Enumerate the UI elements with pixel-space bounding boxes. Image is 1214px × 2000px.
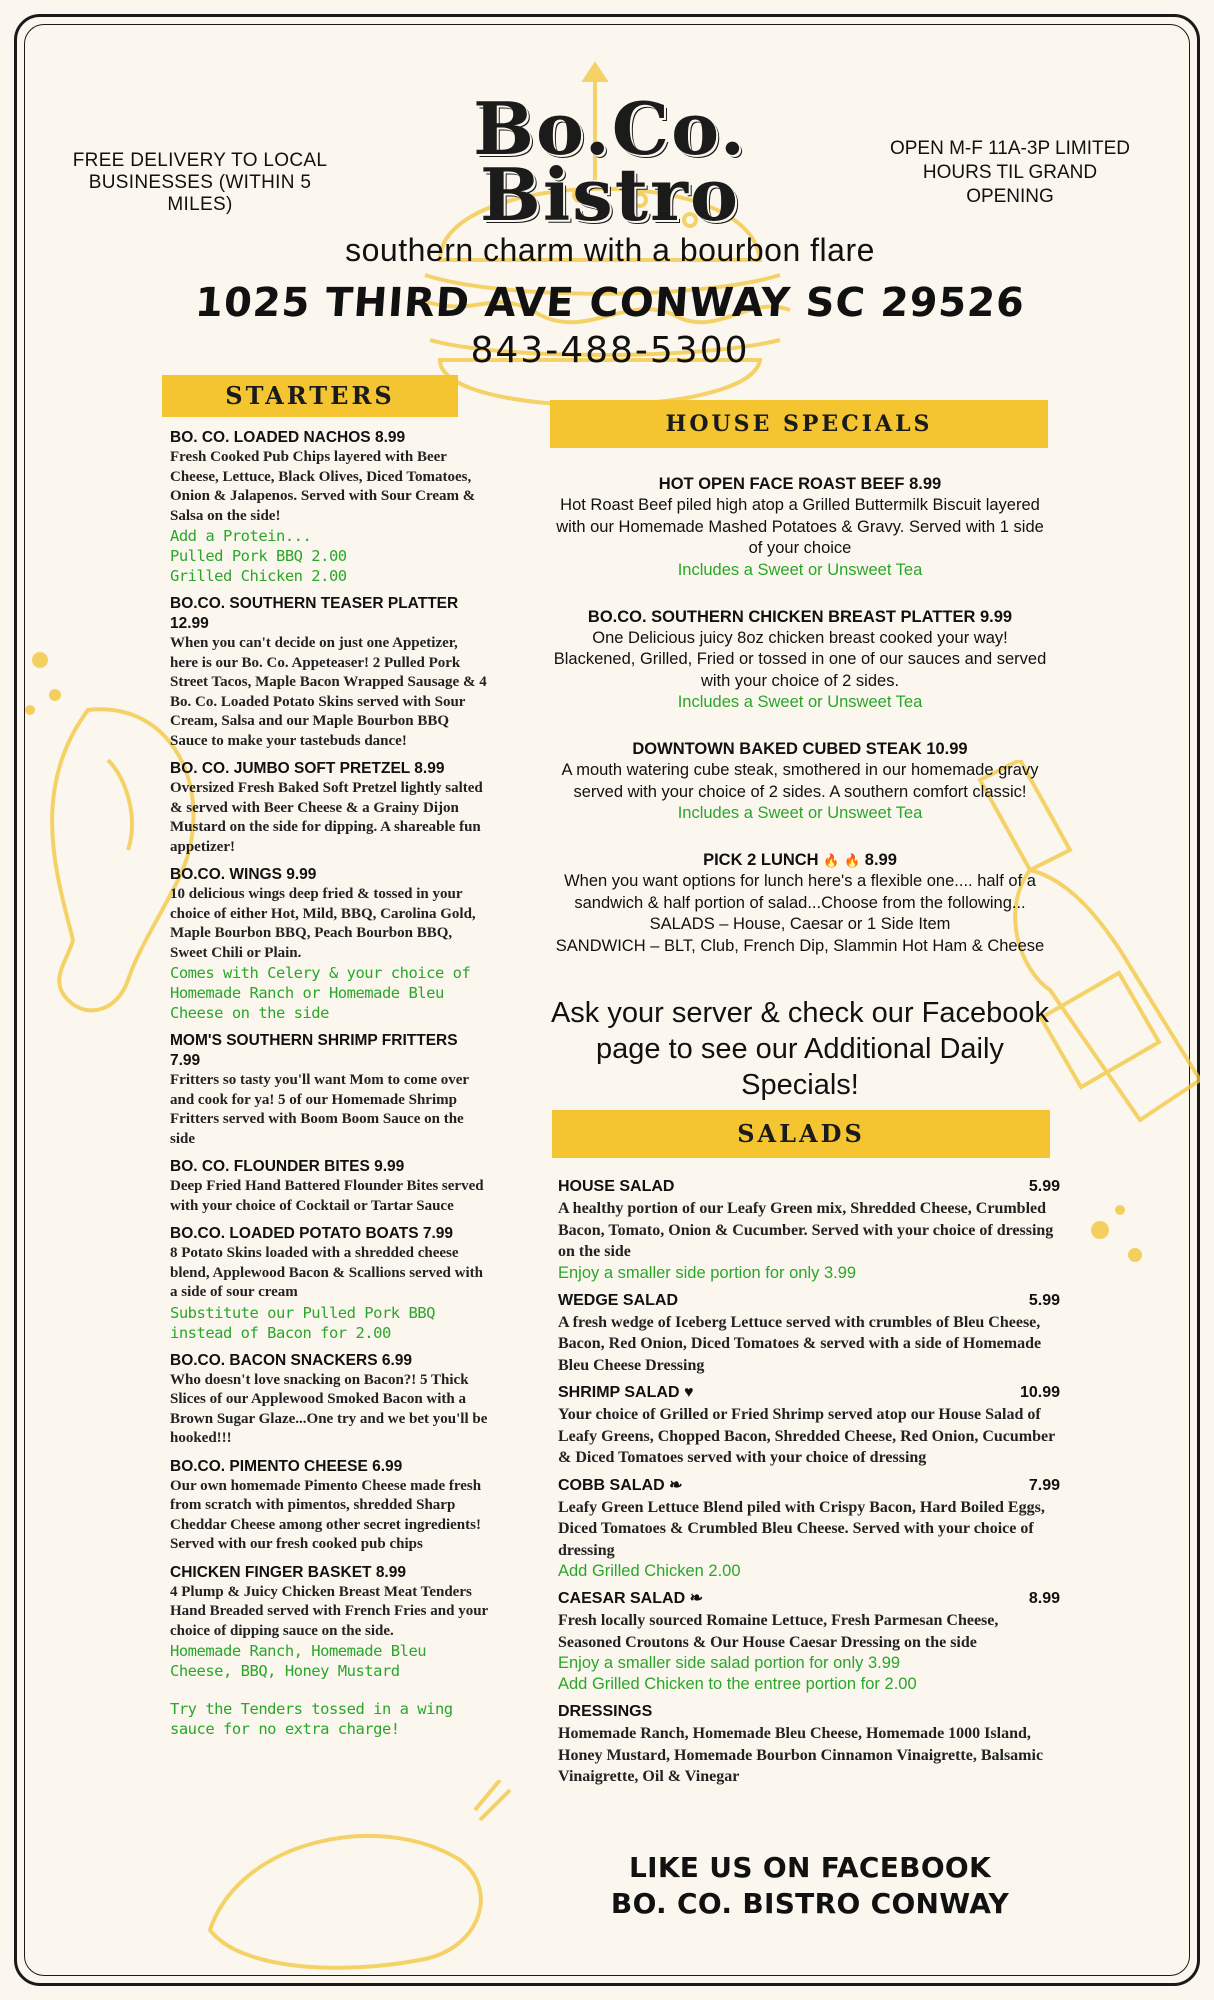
menu-item bbox=[170, 1157, 488, 1216]
item-title bbox=[550, 850, 1050, 871]
item-note: Pulled Pork BBQ 2.00 bbox=[170, 547, 347, 565]
brand-logo bbox=[300, 86, 920, 237]
item-description: Who doesn't love snacking on Bacon?! 5 Thick Slices of our Applewood Smoked Bacon with a Brown Sugar Glaze...One try and we bet you'll be hooked!!! bbox=[170, 1371, 488, 1446]
menu-item bbox=[550, 850, 1050, 957]
dressings bbox=[558, 1701, 1060, 1788]
menu-item bbox=[558, 1475, 1060, 1583]
item-price: 5.99 bbox=[1028, 1178, 1060, 1195]
item-header bbox=[558, 1701, 1060, 1723]
item-description: 4 Plump & Juicy Chicken Breast Meat Tenders Hand Breaded served with French Fries and your choice of dipping sauce on the side. bbox=[170, 1583, 488, 1639]
item-title: BO. CO. JUMBO SOFT PRETZEL 8.99 bbox=[170, 760, 445, 777]
item-name: CAESAR SALAD bbox=[558, 1590, 686, 1607]
item-description: A healthy portion of our Leafy Green mix, Shredded Cheese, Crumbled Bacon, Tomato, Onion & Cucumber. Served with your choice of dressing on the side bbox=[558, 1200, 1054, 1260]
item-title: BO. CO. LOADED NACHOS 8.99 bbox=[170, 429, 406, 446]
delivery-note: FREE DELIVERY TO LOCAL BUSINESSES (WITHIN 5 MILES) bbox=[72, 150, 328, 215]
item-description: When you can't decide on just one Appetizer, here is our Bo. Co. Appeteaser! 2 Pulled Pork Street Tacos, Maple Bacon Wrapped Sausage & 4 Bo. Co. Loaded Potato Skins served with Sour Cream, Salsa and our Maple Bourbon BBQ Sauce to make your tastebuds dance! bbox=[170, 635, 487, 749]
brand-line-1: Bo.Co. bbox=[473, 86, 747, 171]
leaf-icon: ❧ bbox=[689, 1590, 703, 1607]
item-name: WEDGE SALAD bbox=[558, 1291, 678, 1309]
item-description: SANDWICH – BLT, Club, French Dip, Slammin Hot Ham & Cheese bbox=[555, 936, 1045, 955]
item-price: 5.99 bbox=[1028, 1291, 1060, 1309]
item-description: 10 delicious wings deep fried & tossed in your choice of either Hot, Mild, BBQ, Carolina Gold, Maple Bourbon BBQ, Peach Bourbon BBQ, Sweet Chili or Plain. bbox=[170, 886, 476, 961]
item-title: DOWNTOWN BAKED CUBED STEAK 10.99 bbox=[632, 740, 968, 758]
item-price: 8.99 bbox=[1028, 1590, 1060, 1607]
hours-note: OPEN M-F 11A-3P LIMITED HOURS TIL GRAND OPENING bbox=[889, 138, 1130, 207]
item-title: BO.CO. PIMENTO CHEESE 6.99 bbox=[170, 1457, 403, 1475]
item-title: BO. CO. FLOUNDER BITES 9.99 bbox=[170, 1158, 405, 1175]
menu-item bbox=[170, 1563, 488, 1740]
item-note: Includes a Sweet or Unsweet Tea bbox=[677, 560, 923, 579]
item-name: DRESSINGS bbox=[558, 1703, 653, 1720]
item-price: 10.99 bbox=[1019, 1384, 1060, 1401]
menu-item bbox=[558, 1382, 1060, 1469]
item-description: Fresh Cooked Pub Chips layered with Beer Cheese, Lettuce, Black Olives, Diced Tomatoes, Onion & Jalapenos. Served with Sour Cream & Salsa on the side! bbox=[170, 449, 476, 524]
house-specials-heading: HOUSE SPECIALS bbox=[550, 400, 1048, 448]
item-description: Hot Roast Beef piled high atop a Grilled Buttermilk Biscuit layered with our Homemade Mashed Potatoes & Gravy. Served with 1 side of your choice bbox=[556, 496, 1044, 557]
item-description: Deep Fried Hand Battered Flounder Bites served with your choice of Cocktail or Tartar Sauce bbox=[170, 1178, 484, 1214]
heart-icon: ♥ bbox=[683, 1384, 694, 1401]
item-header bbox=[558, 1290, 1060, 1312]
house-specials-list bbox=[550, 474, 1050, 957]
menu-item bbox=[558, 1588, 1060, 1695]
item-note: Enjoy a smaller side salad portion for only 3.99 bbox=[558, 1654, 901, 1672]
menu-item bbox=[558, 1290, 1060, 1377]
item-description: When you want options for lunch here's a flexible one.... half of a sandwich & half portion of salad...Choose from the following... bbox=[564, 872, 1036, 912]
item-description: A mouth watering cube steak, smothered in our homemade gravy served with your choice of 2 sides. A southern comfort classic! bbox=[561, 761, 1039, 801]
menu-item bbox=[170, 1031, 488, 1149]
item-note: Add Grilled Chicken 2.00 bbox=[558, 1562, 741, 1580]
address: 1025 THIRD AVE CONWAY SC 29526 bbox=[193, 280, 1027, 326]
starters-list bbox=[170, 428, 488, 1747]
menu-item bbox=[170, 594, 488, 751]
menu-item bbox=[170, 1457, 488, 1555]
salads-heading: SALADS bbox=[552, 1110, 1050, 1158]
phone-number: 843-488-5300 bbox=[470, 330, 750, 371]
facebook-line-1: LIKE US ON FACEBOOK bbox=[628, 1851, 992, 1884]
item-note: Substitute our Pulled Pork BBQ instead of Bacon for 2.00 bbox=[170, 1303, 435, 1342]
item-description: Leafy Green Lettuce Blend piled with Crispy Bacon, Hard Boiled Eggs, Diced Tomatoes & Crumbled Bleu Cheese. Served with your choice of dressing bbox=[558, 1498, 1045, 1559]
item-note: Homemade Ranch, Homemade Bleu Cheese, BBQ, Honey Mustard bbox=[170, 1642, 427, 1680]
item-header bbox=[558, 1475, 1060, 1497]
item-description: Our own homemade Pimento Cheese made fresh from scratch with pimentos, shredded Sharp Cheddar Cheese among other secret ingredients! Served with our fresh cooked pub chips bbox=[170, 1477, 482, 1552]
item-price: 7.99 bbox=[1028, 1476, 1060, 1494]
item-title: BO.CO. WINGS 9.99 bbox=[170, 866, 317, 883]
item-description: 8 Potato Skins loaded with a shredded cheese blend, Applewood Bacon & Scallions served with a side of sour cream bbox=[170, 1245, 483, 1300]
daily-specials-note: Ask your server & check our Facebook page to see our Additional Daily Specials! bbox=[550, 997, 1050, 1101]
item-description: SALADS – House, Caesar or 1 Side Item bbox=[649, 915, 951, 933]
item-note: Includes a Sweet or Unsweet Tea bbox=[677, 693, 923, 711]
leaf-icon: ❧ bbox=[669, 1476, 683, 1494]
item-description: One Delicious juicy 8oz chicken breast cooked your way! Blackened, Grilled, Fried or tossed in one of our sauces and served with your choice of 2 sides. bbox=[553, 628, 1047, 690]
item-title: BO.CO. BACON SNACKERS 6.99 bbox=[170, 1351, 413, 1369]
item-description: Oversized Fresh Baked Soft Pretzel lightly salted & served with Beer Cheese & a Grainy Dijon Mustard on the side for dipping. A shareable fun appetizer! bbox=[170, 780, 483, 855]
item-note: Includes a Sweet or Unsweet Tea bbox=[677, 804, 923, 822]
item-price: 8.99 bbox=[864, 851, 897, 869]
menu-item bbox=[550, 474, 1050, 581]
menu-item bbox=[170, 1351, 488, 1449]
item-title: HOT OPEN FACE ROAST BEEF 8.99 bbox=[658, 475, 942, 493]
menu-item bbox=[550, 739, 1050, 824]
item-description: Fritters so tasty you'll want Mom to come over and cook for ya! 5 of our Homemade Shrimp Fritters served with Boom Boom Sauce on the side bbox=[170, 1072, 469, 1147]
menu-item bbox=[170, 428, 488, 586]
item-name: PICK 2 LUNCH bbox=[703, 851, 819, 869]
item-note: Enjoy a smaller side portion for only 3.99 bbox=[558, 1263, 857, 1282]
brand-line-2: Bistro bbox=[480, 152, 740, 237]
flame-icon: 🔥 bbox=[823, 853, 840, 868]
item-description: Homemade Ranch, Homemade Bleu Cheese, Homemade 1000 Island, Honey Mustard, Homemade Bourbon Cinnamon Vinaigrette, Balsamic Vinaigrette, Oil & Vinegar bbox=[558, 1725, 1044, 1785]
item-description: Your choice of Grilled or Fried Shrimp served atop our House Salad of Leafy Greens, Chopped Bacon, Shredded Cheese, Red Onion, Cucumber & Diced Tomatoes served with your choice of dressing bbox=[558, 1406, 1055, 1466]
item-title: BO.CO. SOUTHERN TEASER PLATTER 12.99 bbox=[170, 595, 459, 632]
starters-heading: STARTERS bbox=[162, 375, 458, 417]
item-header bbox=[558, 1382, 1060, 1404]
item-title: BO.CO. LOADED POTATO BOATS 7.99 bbox=[170, 1225, 454, 1242]
item-name: COBB SALAD bbox=[558, 1476, 665, 1494]
item-description: A fresh wedge of Iceberg Lettuce served with crumbles of Bleu Cheese, Bacon, Red Onion, Diced Tomatoes & served with a side of Homemade Bleu Cheese Dressing bbox=[558, 1313, 1042, 1374]
item-title: CHICKEN FINGER BASKET 8.99 bbox=[170, 1563, 406, 1581]
item-title: BO.CO. SOUTHERN CHICKEN BREAST PLATTER 9.99 bbox=[587, 607, 1013, 626]
menu-item bbox=[550, 607, 1050, 714]
flame-icon: 🔥 bbox=[843, 853, 861, 868]
item-note: Add Grilled Chicken to the entree portion for 2.00 bbox=[558, 1675, 917, 1693]
item-description: Fresh locally sourced Romaine Lettuce, Fresh Parmesan Cheese, Seasoned Croutons & Our House Caesar Dressing on the side bbox=[558, 1612, 999, 1651]
menu-item bbox=[558, 1176, 1060, 1284]
tagline: southern charm with a bourbon flare bbox=[345, 232, 875, 268]
facebook-callout bbox=[600, 1850, 1020, 1922]
item-name: HOUSE SALAD bbox=[558, 1178, 675, 1195]
item-note: Add a Protein... bbox=[170, 527, 312, 545]
salads-list bbox=[558, 1176, 1060, 1794]
menu-item bbox=[170, 759, 488, 857]
item-title: MOM'S SOUTHERN SHRIMP FRITTERS 7.99 bbox=[170, 1032, 458, 1069]
menu-item bbox=[170, 1224, 488, 1343]
item-header bbox=[558, 1176, 1060, 1198]
item-note: Comes with Celery & your choice of Homemade Ranch or Homemade Bleu Cheese on the side bbox=[170, 964, 471, 1022]
item-name: SHRIMP SALAD bbox=[558, 1384, 680, 1401]
menu-item bbox=[170, 865, 488, 1023]
item-header bbox=[558, 1588, 1060, 1610]
item-note: Try the Tenders tossed in a wing sauce for no extra charge! bbox=[170, 1700, 453, 1738]
facebook-line-2: BO. CO. BISTRO CONWAY bbox=[610, 1887, 1010, 1920]
item-note: Grilled Chicken 2.00 bbox=[170, 567, 347, 585]
